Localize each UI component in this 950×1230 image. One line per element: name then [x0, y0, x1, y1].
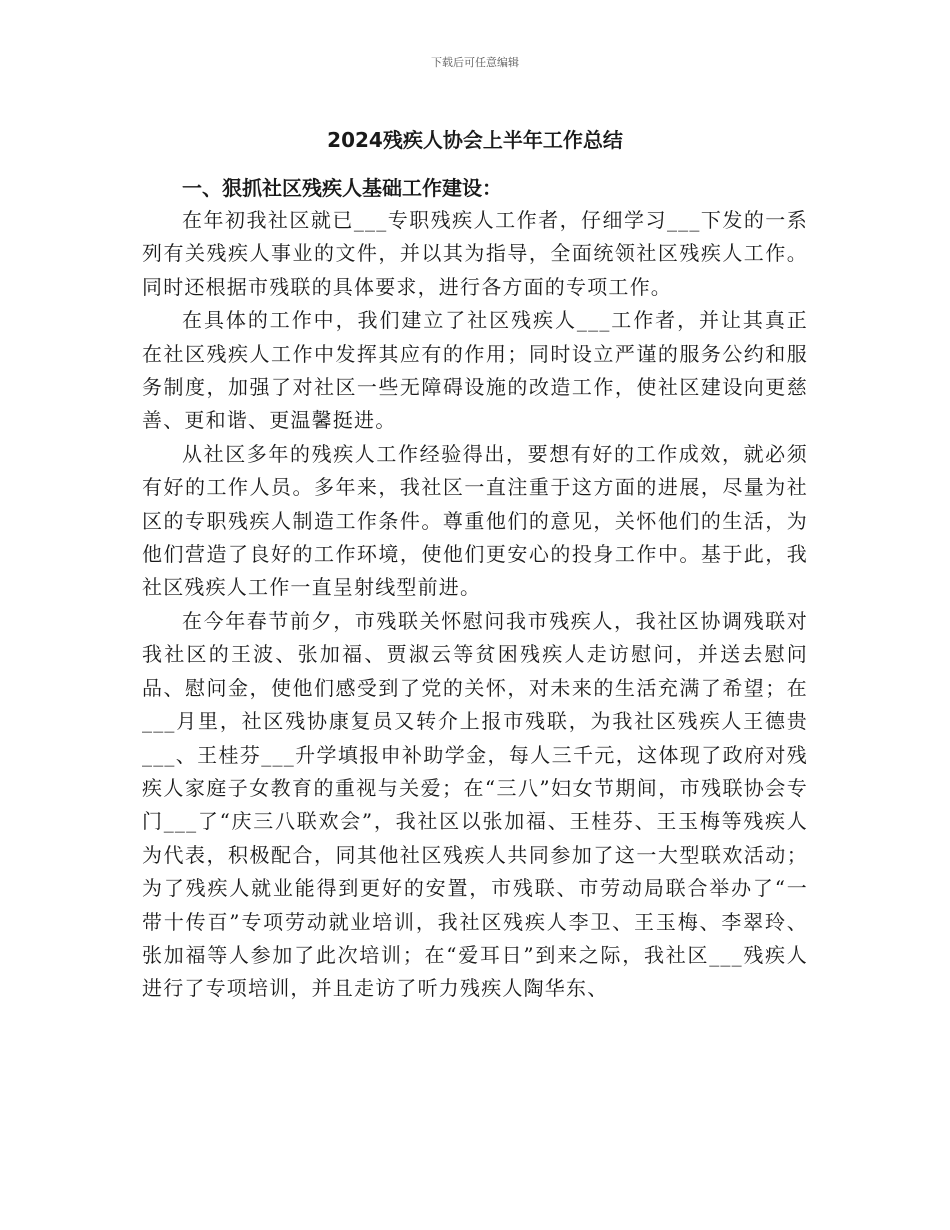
paragraph-4: 在今年春节前夕，市残联关怀慰问我市残疾人，我社区协调残联对我社区的王波、张加福、贾淑云等贫困残疾人走访慰问，并送去慰问品、慰问金，使他们感受到了党的关怀，对未来的生活充满了希望；在___月里，社区残协康复员又转介上报市残联，为我社区残疾人王德贵___、王桂芬___升学填报申补助学金，每人三千元，这体现了政府对残疾人家庭子女教育的重视与关爱；在“三八”妇女节期间，市残联协会专门___了“庆三八联欢会”，我社区以张加福、王桂芬、王玉梅等残疾人为代表，积极配合，同其他社区残疾人共同参加了这一大型联欢活动；为了残疾人就业能得到更好的安置，市残联、市劳动局联合举办了“一带十传百”专项劳动就业培训，我社区残疾人李卫、王玉梅、李翠玲、张加福等人参加了此次培训；在“爱耳日”到来之际，我社区___残疾人进行了专项培训，并且走访了听力残疾人陶华东、 [142, 608, 808, 1001]
document-title: 2024残疾人协会上半年工作总结 [327, 128, 623, 152]
paragraph-2: 在具体的工作中，我们建立了社区残疾人___工作者，并让其真正在社区残疾人工作中发挥其应有的作用；同时设立严谨的服务公约和服务制度，加强了对社区一些无障碍设施的改造工作，使社区建设向更慈善、更和谐、更温馨挺进。 [142, 308, 808, 433]
section-heading: 一、狠抓社区残疾人基础工作建设： [182, 176, 502, 200]
document-body [142, 120, 808, 1006]
paragraph-1: 在年初我社区就已___专职残疾人工作者，仔细学习___下发的一系列有关残疾人事业的文件，并以其为指导，全面统领社区残疾人工作。同时还根据市残联的具体要求，进行各方面的专项工作。 [142, 208, 808, 299]
page-header-note: 下载后可任意编辑 [431, 56, 519, 69]
paragraph-3: 从社区多年的残疾人工作经验得出，要想有好的工作成效，就必须有好的工作人员。多年来，我社区一直注重于这方面的进展，尽量为社区的专职残疾人制造工作条件。尊重他们的意见，关怀他们的生活，为他们营造了良好的工作环境，使他们更安心的投身工作中。基于此，我社区残疾人工作一直呈射线型前进。 [142, 441, 808, 600]
